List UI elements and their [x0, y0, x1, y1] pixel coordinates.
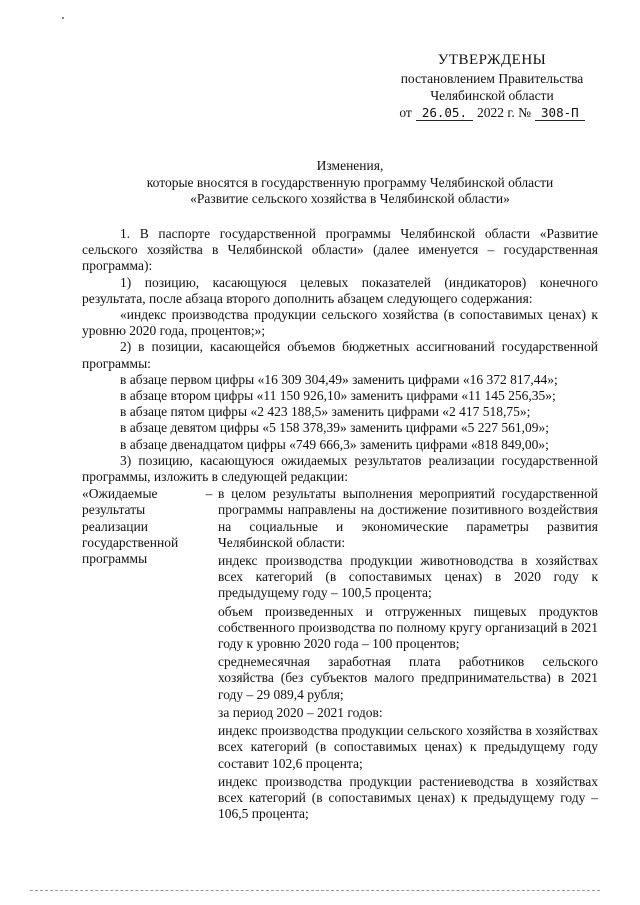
- approval-dateline: [367, 104, 617, 121]
- sub-item-4: в абзаце девятом цифры «5 158 378,39» заменить цифрами «5 227 561,09»;: [120, 420, 550, 436]
- scan-bottom-line: [30, 890, 600, 891]
- document-title: [80, 158, 620, 208]
- approval-stamp: [367, 52, 617, 121]
- expected-results-label: [82, 486, 200, 824]
- approval-line-2: Челябинской области: [430, 88, 554, 103]
- approved-heading: УТВЕРЖДЕНЫ: [437, 52, 547, 68]
- paragraph-4: 2) в позиции, касающейся объемов бюджетных ассигнований государственной программы:: [82, 339, 598, 371]
- expected-results-text: [218, 486, 598, 824]
- decree-number: 308-П: [535, 106, 585, 121]
- label-line: реализации: [82, 518, 148, 534]
- title-line-2: которые вносятся в государственную программу Челябинской области: [146, 174, 554, 190]
- label-line: программы: [82, 551, 148, 567]
- result-item: в целом результаты выполнения мероприятий государственной программы направлены на достижение позитивного воздействия на социальные и экономические параметры развития Челябинской области:: [218, 486, 598, 550]
- approval-line-1: постановлением Правительства: [400, 71, 584, 86]
- title-line-3: «Развитие сельского хозяйства в Челябинской области»: [190, 191, 510, 206]
- label-line: результаты: [82, 502, 146, 518]
- result-item: за период 2020 – 2021 годов:: [218, 704, 383, 720]
- sub-item-5: в абзаце двенадцатом цифры «749 666,3» заменить цифрами «818 849,00»;: [120, 436, 549, 452]
- result-item: среднемесячная заработная плата работников сельского хозяйства (без субъектов малого предпринимательства) в 2021 году – 29 089,4 рубля;: [218, 654, 598, 702]
- year-label: 2022 г. №: [476, 105, 532, 120]
- label-line: государственной: [82, 534, 179, 550]
- decree-date: 26.05.: [416, 106, 473, 121]
- sub-item-2: в абзаце втором цифры «11 150 926,10» заменить цифрами «11 145 256,35»;: [120, 388, 556, 404]
- document-body: [82, 226, 598, 824]
- paragraph-2: 1) позицию, касающуюся целевых показателей (индикаторов) конечного результата, после абзаца второго дополнить абзацем следующего содержания:: [82, 274, 598, 306]
- dash-separator: –: [205, 486, 213, 502]
- label-line: «Ожидаемые: [82, 486, 158, 502]
- result-item: индекс производства продукции растениеводства в хозяйствах всех категорий (в сопоставимых ценах) к предыдущему году – 106,5 процента;: [218, 773, 598, 822]
- result-item: объем произведенных и отгруженных пищевых продуктов собственного производства по полному кругу организаций в 2021 году к уровню 2020 года – 100 процентов;: [218, 603, 598, 652]
- paragraph-5: 3) позицию, касающуюся ожидаемых результатов реализации государственной программы, изложить в следующей редакции:: [82, 452, 598, 485]
- sub-item-1: в абзаце первом цифры «16 309 304,49» заменить цифрами «16 372 817,44»;: [120, 371, 558, 387]
- result-item: индекс производства продукции сельского хозяйства в хозяйствах всех категорий (в сопоставимых ценах) к предыдущему году составит 102,6 процента;: [218, 723, 598, 771]
- paragraph-3: «индекс производства продукции сельского хозяйства (в сопоставимых ценах) к уровню 2020 года, процентов;»;: [82, 307, 598, 339]
- scan-speck: [62, 17, 64, 19]
- title-line-1: Изменения,: [316, 158, 384, 173]
- sub-item-3: в абзаце пятом цифры «2 423 188,5» заменить цифрами «2 417 518,75»;: [120, 404, 531, 420]
- result-item: индекс производства продукции животноводства в хозяйствах всех категорий (в сопоставимых ценах) в 2020 году к предыдущему году – 100,5 процента;: [218, 553, 598, 601]
- expected-results-table: [82, 486, 598, 824]
- from-label: от: [399, 105, 412, 120]
- paragraph-1: 1. В паспорте государственной программы Челябинской области «Развитие сельского хозяйства в Челябинской области» (далее именуется – государственная программа):: [82, 226, 598, 274]
